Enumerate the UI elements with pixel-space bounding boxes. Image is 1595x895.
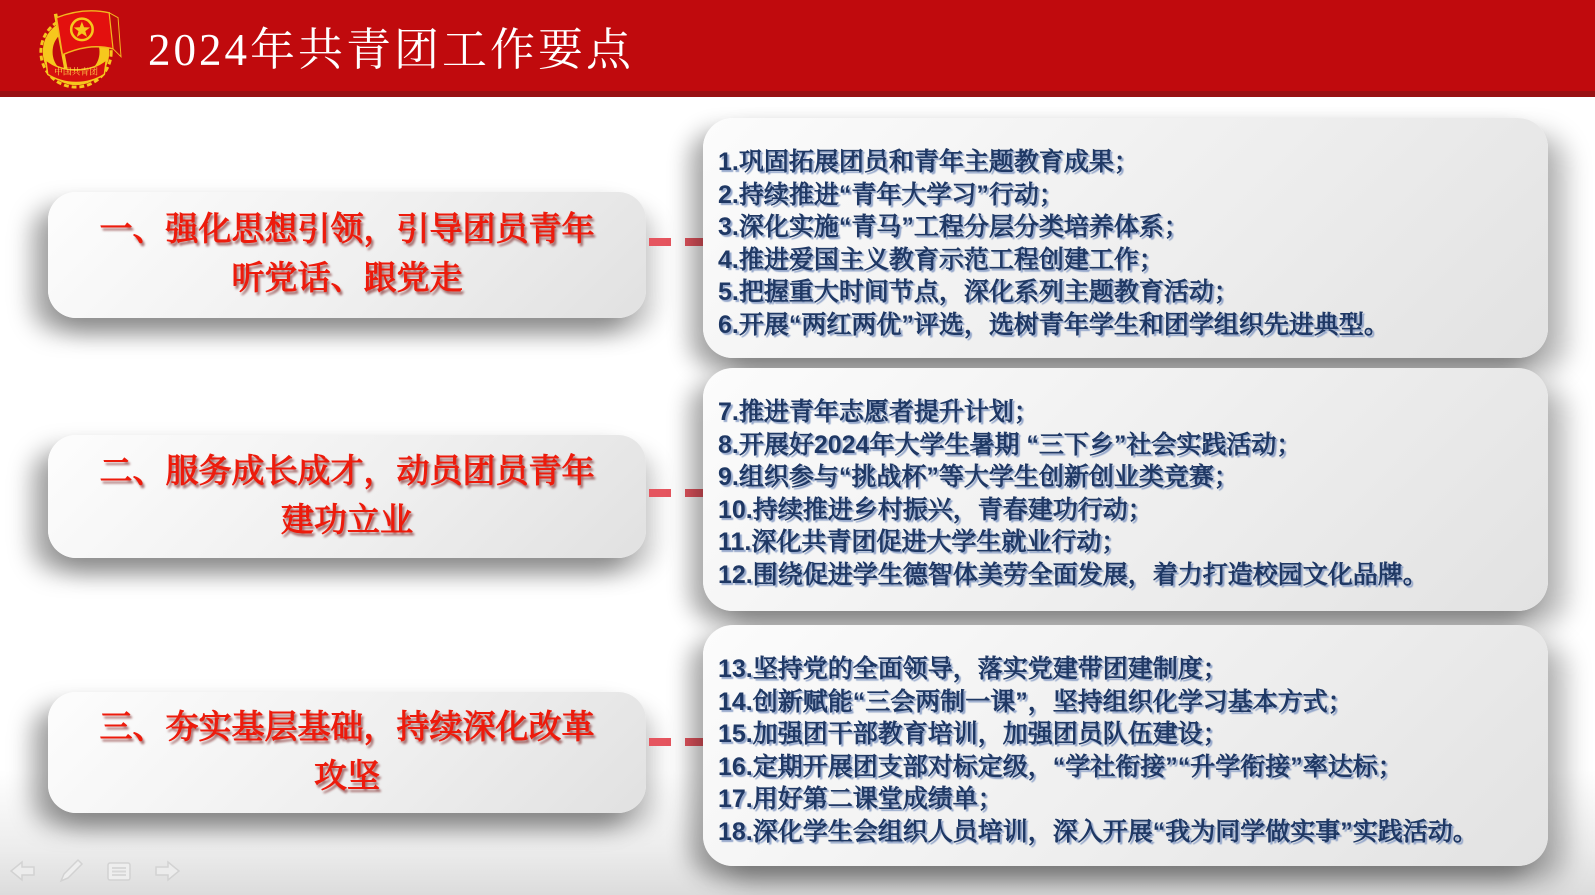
list-item-9: 9.组织参与“挑战杯”等大学生创新创业类竞赛； <box>718 463 1239 491</box>
list-item-16: 16.定期开展团支部对标定级，“学社衔接”“升学衔接”率达标； <box>718 752 1403 781</box>
section-2-title-box <box>48 435 646 558</box>
emblem-banner-text: 中国共青团 <box>54 66 98 77</box>
connector-dashed-line-2 <box>649 489 705 497</box>
list-item-11: 11.深化共青团促进大学生就业行动； <box>718 528 1127 556</box>
connector-dashed-line-3 <box>649 738 705 746</box>
section-2-title-line2: 建功立业 <box>281 502 413 539</box>
pen-annotate-icon[interactable] <box>56 857 86 885</box>
list-item-5: 5.把握重大时间节点，深化系列主题教育活动； <box>718 278 1239 306</box>
connector-dashed-line-1 <box>649 238 705 246</box>
slide-title: 2024年共青团工作要点 <box>148 25 635 75</box>
list-item-8: 8.开展好2024年大学生暑期 “三下乡”社会实践活动； <box>718 430 1302 459</box>
next-slide-arrow-icon[interactable] <box>152 857 182 885</box>
section-1-title-line2: 听党话、跟党走 <box>231 261 463 297</box>
previous-slide-arrow-icon[interactable] <box>8 857 38 885</box>
section-1-items-box <box>703 118 1548 358</box>
section-3-title-box <box>48 692 646 813</box>
section-3-title-line1: 三、夯实基层基础，持续深化改革 <box>99 709 595 746</box>
section-1-title-line1: 一、强化思想引领，引导团员青年 <box>99 212 595 248</box>
list-item-7: 7.推进青年志愿者提升计划； <box>718 398 1039 426</box>
list-item-10: 10.持续推进乡村振兴，青春建功行动； <box>718 495 1153 524</box>
slide-menu-icon[interactable] <box>104 857 134 885</box>
presenter-toolbar <box>8 857 182 885</box>
list-item-1: 1.巩固拓展团员和青年主题教育成果； <box>718 148 1139 176</box>
section-1-title-box <box>48 192 646 318</box>
list-item-15: 15.加强团干部教育培训，加强团员队伍建设； <box>718 720 1228 748</box>
list-item-4: 4.推进爱国主义教育示范工程创建工作； <box>718 245 1164 274</box>
list-item-14: 14.创新赋能“三会两制一课”，坚持组织化学习基本方式； <box>718 687 1353 716</box>
section-3-title-line2: 攻坚 <box>314 758 380 795</box>
list-item-3: 3.深化实施“青马”工程分层分类培养体系； <box>718 213 1189 241</box>
list-item-12: 12.围绕促进学生德智体美劳全面发展，着力打造校园文化品牌。 <box>718 560 1428 589</box>
header-band <box>0 0 1595 97</box>
section-3-items-box <box>703 625 1548 866</box>
list-item-6: 6.开展“两红两优”评选，选树青年学生和团学组织先进典型。 <box>718 310 1389 339</box>
list-item-2: 2.持续推进“青年大学习”行动； <box>718 180 1064 209</box>
list-item-17: 17.用好第二课堂成绩单； <box>718 785 1003 813</box>
list-item-18: 18.深化学生会组织人员培训，深入开展“我为同学做实事”实践活动。 <box>718 817 1478 846</box>
section-2-items-box <box>703 368 1548 611</box>
section-2-title-line1: 二、服务成长成才，动员团员青年 <box>99 453 595 490</box>
list-item-13: 13.坚持党的全面领导，落实党建带团建制度； <box>718 655 1228 683</box>
communist-youth-league-emblem-icon <box>26 4 130 90</box>
